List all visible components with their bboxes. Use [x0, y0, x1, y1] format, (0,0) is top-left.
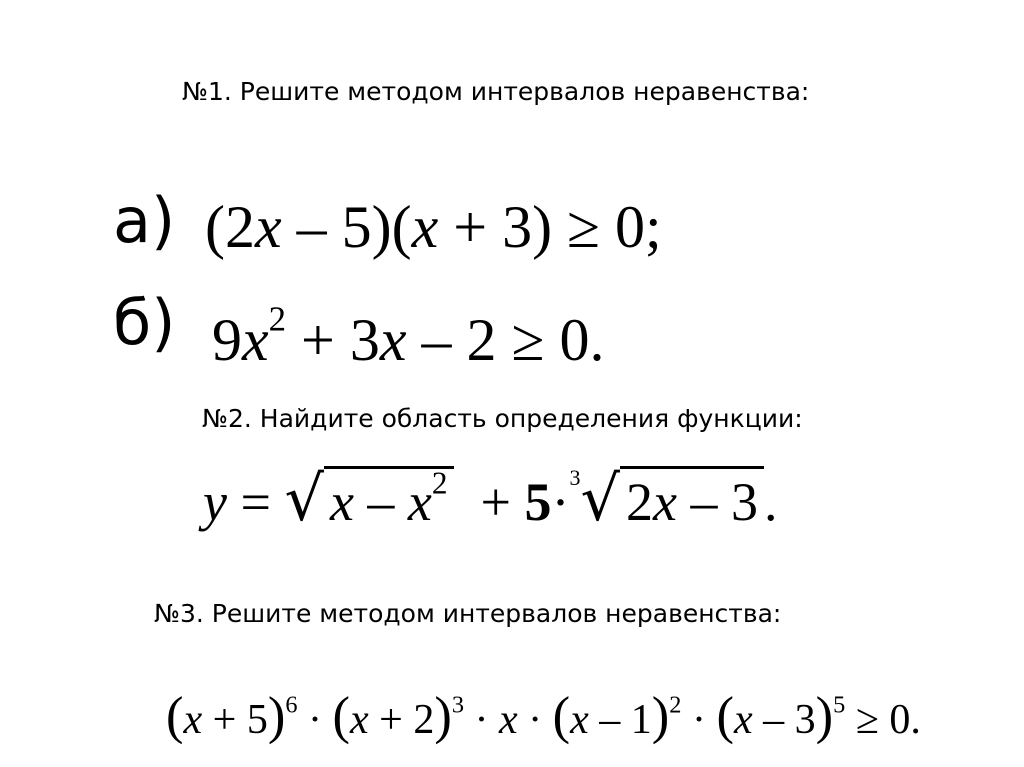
cube-root-radicand: 2x – 3: [620, 466, 764, 529]
function-formula: y = √ $x - x^2 + 5\cdot^3√$ 2x – 3 .: [203, 462, 778, 535]
task3-heading: №3. Решите методом интервалов неравенства:: [154, 599, 782, 628]
square-root-radicand: x – $x^2$: [324, 466, 454, 529]
task2-heading: №2. Найдите область определения функции:: [202, 404, 803, 433]
inequality-3: $(x + 5)^6 \cdot (x + 2)^3 \cdot x \cdot (x - 1)^2 \cdot (x - 3)^5 \ge 0$.: [166, 687, 921, 745]
inequality-a: (2x – 5)(x + 3) ≥ 0;: [205, 194, 662, 260]
square-root-sign: √: [284, 462, 324, 535]
task1-heading: №1. Решите методом интервалов неравенства:: [182, 77, 810, 106]
item-b-label: б): [113, 286, 176, 359]
inequality-b: $9x^2 + 3x - 2 \ge 0$.: [212, 299, 605, 373]
cube-root-sign: √: [580, 462, 621, 535]
item-a-label: а): [113, 184, 176, 257]
